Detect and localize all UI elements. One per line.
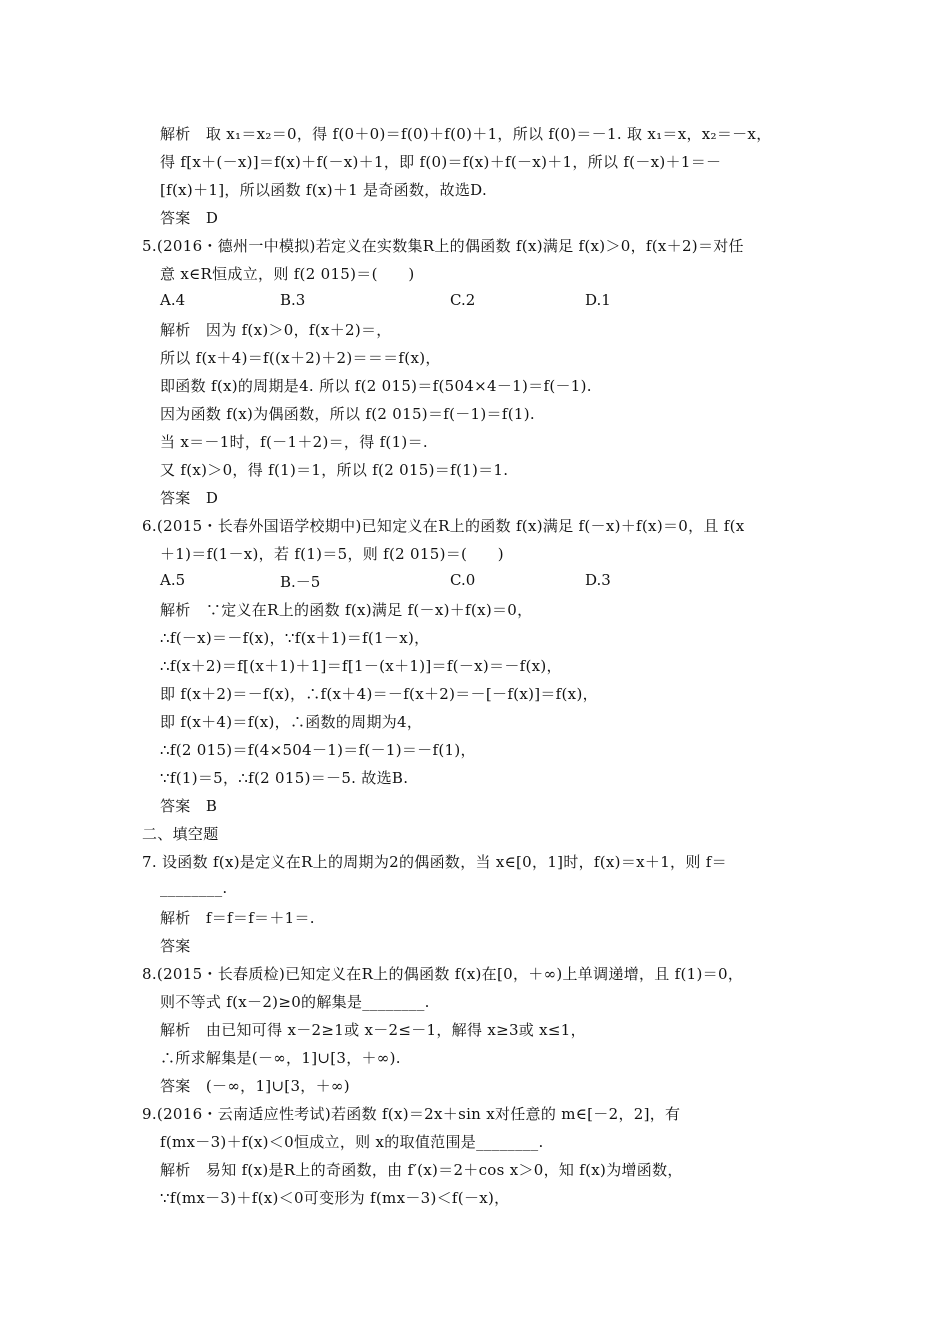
option-b: B.－5 (280, 573, 321, 591)
option-c: C.0 (450, 571, 476, 589)
solution-line: ∵f(1)＝5，∴f(2 015)＝－5. 故选B. (160, 769, 409, 787)
solution-line: 解析 f＝f＝f＝＋1＝. (160, 909, 315, 927)
solution-line: ∴f(－x)＝－f(x)，∵f(x＋1)＝f(1－x)， (160, 629, 430, 647)
solution-line: 即 f(x＋2)＝－f(x)，∴f(x＋4)＝－f(x＋2)＝－[－f(x)]＝f(x)， (160, 685, 598, 703)
question-9-stem: f(mx－3)＋f(x)＜0恒成立，则 x的取值范围是________. (160, 1133, 544, 1151)
text-line: 得 f[x＋(－x)]＝f(x)＋f(－x)＋1，即 f(0)＝f(x)＋f(－x)＋1，所以 f(－x)＋1＝－ (160, 153, 722, 171)
question-8-stem: 则不等式 f(x－2)≥0的解集是________. (160, 993, 430, 1011)
question-7-stem: ________. (160, 879, 228, 897)
solution-line: 又 f(x)＞0，得 f(1)＝1，所以 f(2 015)＝f(1)＝1. (160, 461, 509, 479)
option-a: A.5 (160, 571, 186, 589)
option-d: D.3 (585, 571, 611, 589)
answer-line: 答案 (－∞，1]∪[3，＋∞) (160, 1077, 350, 1095)
question-6-stem: ＋1)＝f(1－x)，若 f(1)＝5，则 f(2 015)＝( ) (160, 545, 504, 563)
solution-line: 解析 易知 f(x)是R上的奇函数，由 f′(x)＝2＋cos x＞0，知 f(x)为增函数， (160, 1161, 683, 1179)
solution-line: ∴f(2 015)＝f(4×504－1)＝f(－1)＝－f(1)， (160, 741, 476, 759)
option-d: D.1 (585, 291, 611, 309)
solution-line: 即函数 f(x)的周期是4. 所以 f(2 015)＝f(504×4－1)＝f(－1). (160, 377, 592, 395)
solution-line: 即 f(x＋4)＝f(x)，∴函数的周期为4， (160, 713, 423, 731)
solution-line: 解析 ∵定义在R上的函数 f(x)满足 f(－x)＋f(x)＝0， (160, 601, 533, 619)
answer-line: 答案 D (160, 209, 219, 227)
solution-line: 因为函数 f(x)为偶函数，所以 f(2 015)＝f(－1)＝f(1). (160, 405, 535, 423)
question-7-stem: 7. 设函数 f(x)是定义在R上的周期为2的偶函数，当 x∈[0，1]时，f(x)＝x＋1，则 f＝ (142, 853, 727, 871)
solution-line: ∴f(x＋2)＝f[(x＋1)＋1]＝f[1－(x＋1)]＝f(－x)＝－f(x)， (160, 657, 562, 675)
option-a: A.4 (160, 291, 186, 309)
answer-line: 答案 B (160, 797, 218, 815)
solution-line: 当 x＝－1时，f(－1＋2)＝，得 f(1)＝. (160, 433, 428, 451)
question-5-stem: 意 x∈R恒成立，则 f(2 015)＝( ) (160, 265, 415, 283)
question-6-stem: 6.(2015・长春外国语学校期中)已知定义在R上的函数 f(x)满足 f(－x)＋f(x)＝0，且 f(x (142, 517, 745, 535)
solution-line: 解析 由已知可得 x－2≥1或 x－2≤－1，解得 x≥3或 x≤1， (160, 1021, 586, 1039)
question-9-stem: 9.(2016・云南适应性考试)若函数 f(x)＝2x＋sin x对任意的 m∈[－2，2]，有 (142, 1105, 681, 1123)
question-8-stem: 8.(2015・长春质检)已知定义在R上的偶函数 f(x)在[0，＋∞)上单调递增，且 f(1)＝0， (142, 965, 744, 983)
text-line: 解析 取 x₁＝x₂＝0，得 f(0＋0)＝f(0)＋f(0)＋1，所以 f(0)＝－1. 取 x₁＝x，x₂＝－x， (160, 125, 772, 143)
solution-line: ∴所求解集是(－∞，1]∪[3，＋∞). (160, 1049, 401, 1067)
solution-line: ∵f(mx－3)＋f(x)＜0可变形为 f(mx－3)＜f(－x)， (160, 1189, 510, 1207)
solution-line: 所以 f(x＋4)＝f((x＋2)＋2)＝＝＝f(x)， (160, 349, 441, 367)
option-b: B.3 (280, 291, 306, 309)
option-c: C.2 (450, 291, 476, 309)
answer-line: 答案 D (160, 489, 219, 507)
section-heading: 二、填空题 (142, 825, 219, 843)
solution-line: 解析 因为 f(x)＞0，f(x＋2)＝， (160, 321, 392, 339)
answer-line: 答案 (160, 937, 191, 955)
text-line: [f(x)＋1]，所以函数 f(x)＋1 是奇函数，故选D. (160, 181, 488, 199)
question-5-stem: 5.(2016・德州一中模拟)若定义在实数集R上的偶函数 f(x)满足 f(x)＞0，f(x＋2)＝对任 (142, 237, 744, 255)
